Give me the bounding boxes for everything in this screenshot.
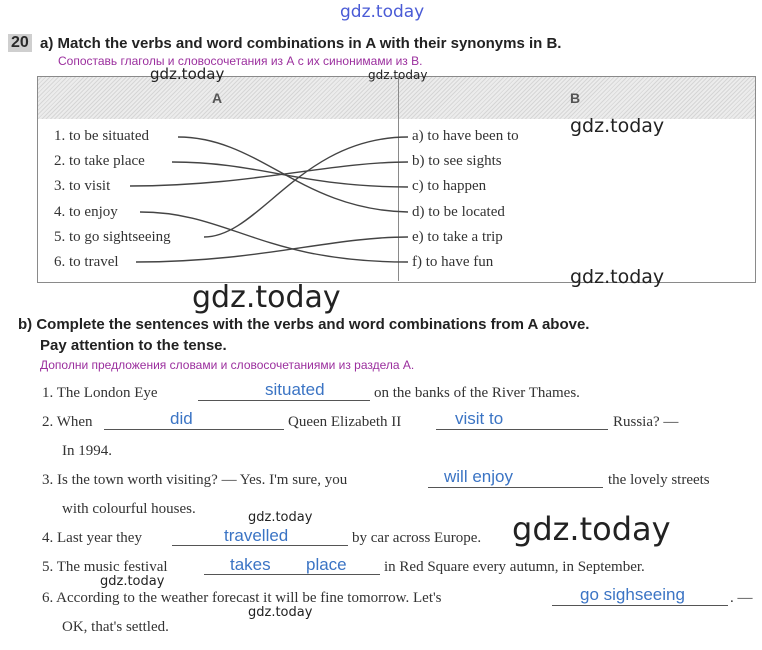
part-a-instruction: a) Match the verbs and word combinations in A with their synonyms in B. <box>40 35 562 52</box>
s2-blank-2 <box>436 429 608 430</box>
watermark-table-mid: gdz.today <box>368 68 428 82</box>
s5-end: in Red Square every autumn, in September. <box>384 559 645 575</box>
col-a-item-1: 1. to be situated <box>54 128 149 144</box>
col-a-item-2: 2. to take place <box>54 153 145 169</box>
s4-end: by car across Europe. <box>352 530 482 546</box>
s2-start: 2. When <box>42 414 93 430</box>
col-b-item-d: d) to be located <box>412 204 505 220</box>
s2-answer-1: did <box>170 409 193 428</box>
col-b-item-c: c) to happen <box>412 178 487 194</box>
watermark-table-bottom: gdz.today <box>570 266 665 288</box>
match-line-4-f <box>140 212 408 262</box>
watermark-small-2: gdz.today <box>100 574 165 589</box>
match-line-6-e <box>136 237 408 262</box>
col-b-item-e: e) to take a trip <box>412 229 503 245</box>
s5-start: 5. The music festival <box>42 559 168 575</box>
watermark-top: gdz.today <box>340 2 425 22</box>
match-line-1-d <box>178 137 408 212</box>
s6-blank <box>552 605 728 606</box>
watermark-small-3: gdz.today <box>248 605 313 620</box>
s3-end: the lovely streets <box>608 472 710 488</box>
part-b-instruction-2: Pay attention to the tense. <box>40 337 227 354</box>
s2-answer-2: visit to <box>455 409 504 428</box>
part-b-instruction-ru: Дополни предложения словами и словосочетаниями из раздела А. <box>40 358 415 372</box>
s6-end: . — <box>730 590 753 606</box>
watermark-table-b: gdz.today <box>570 115 665 137</box>
col-b-item-b: b) to see sights <box>412 153 502 169</box>
s6-start: 6. According to the weather forecast it will be fine tomorrow. Let's <box>42 590 442 606</box>
match-line-5-a <box>204 137 408 237</box>
s1-start: 1. The London Eye <box>42 385 158 401</box>
s4-start: 4. Last year they <box>42 530 142 546</box>
exercise-number-badge: 20 <box>8 34 32 52</box>
col-a-item-5: 5. to go sightseeing <box>54 229 171 245</box>
part-a-instruction-ru: Сопоставь глаголы и словосочетания из А с их синонимами из В. <box>58 54 423 68</box>
col-b-item-f: f) to have fun <box>412 254 494 270</box>
s3-line2: with colourful houses. <box>62 501 196 517</box>
col-a-item-3: 3. to visit <box>54 178 111 194</box>
column-a-header: A <box>212 90 223 106</box>
s2-line2: In 1994. <box>62 443 112 459</box>
col-b-item-a: a) to have been to <box>412 128 519 144</box>
watermark-small-1: gdz.today <box>248 510 313 525</box>
s2-mid: Queen Elizabeth II <box>288 414 402 430</box>
watermark-large-1: gdz.today <box>192 280 341 315</box>
s2-end: Russia? — <box>613 414 679 430</box>
s5-answer-1: takes <box>230 555 271 574</box>
part-b-instruction-1: b) Complete the sentences with the verbs and word combinations from A above. <box>18 316 590 333</box>
column-b-header: B <box>570 90 581 106</box>
s1-blank <box>198 400 370 401</box>
s3-blank <box>428 487 603 488</box>
s1-end: on the banks of the River Thames. <box>374 385 580 401</box>
s3-start: 3. Is the town worth visiting? — Yes. I'm sure, you <box>42 472 348 488</box>
s3-answer: will enjoy <box>444 467 513 486</box>
s6-answer: go sighseeing <box>580 585 685 604</box>
watermark-table-a: gdz.today <box>150 65 225 83</box>
s1-answer: situated <box>265 380 325 399</box>
watermark-large-2: gdz.today <box>512 510 671 548</box>
s4-answer: travelled <box>224 526 289 545</box>
col-a-item-4: 4. to enjoy <box>54 204 118 220</box>
s5-answer-2: place <box>306 555 347 574</box>
s6-line2: OK, that's settled. <box>62 619 169 635</box>
s2-blank-1 <box>104 429 284 430</box>
col-a-item-6: 6. to travel <box>54 254 119 270</box>
